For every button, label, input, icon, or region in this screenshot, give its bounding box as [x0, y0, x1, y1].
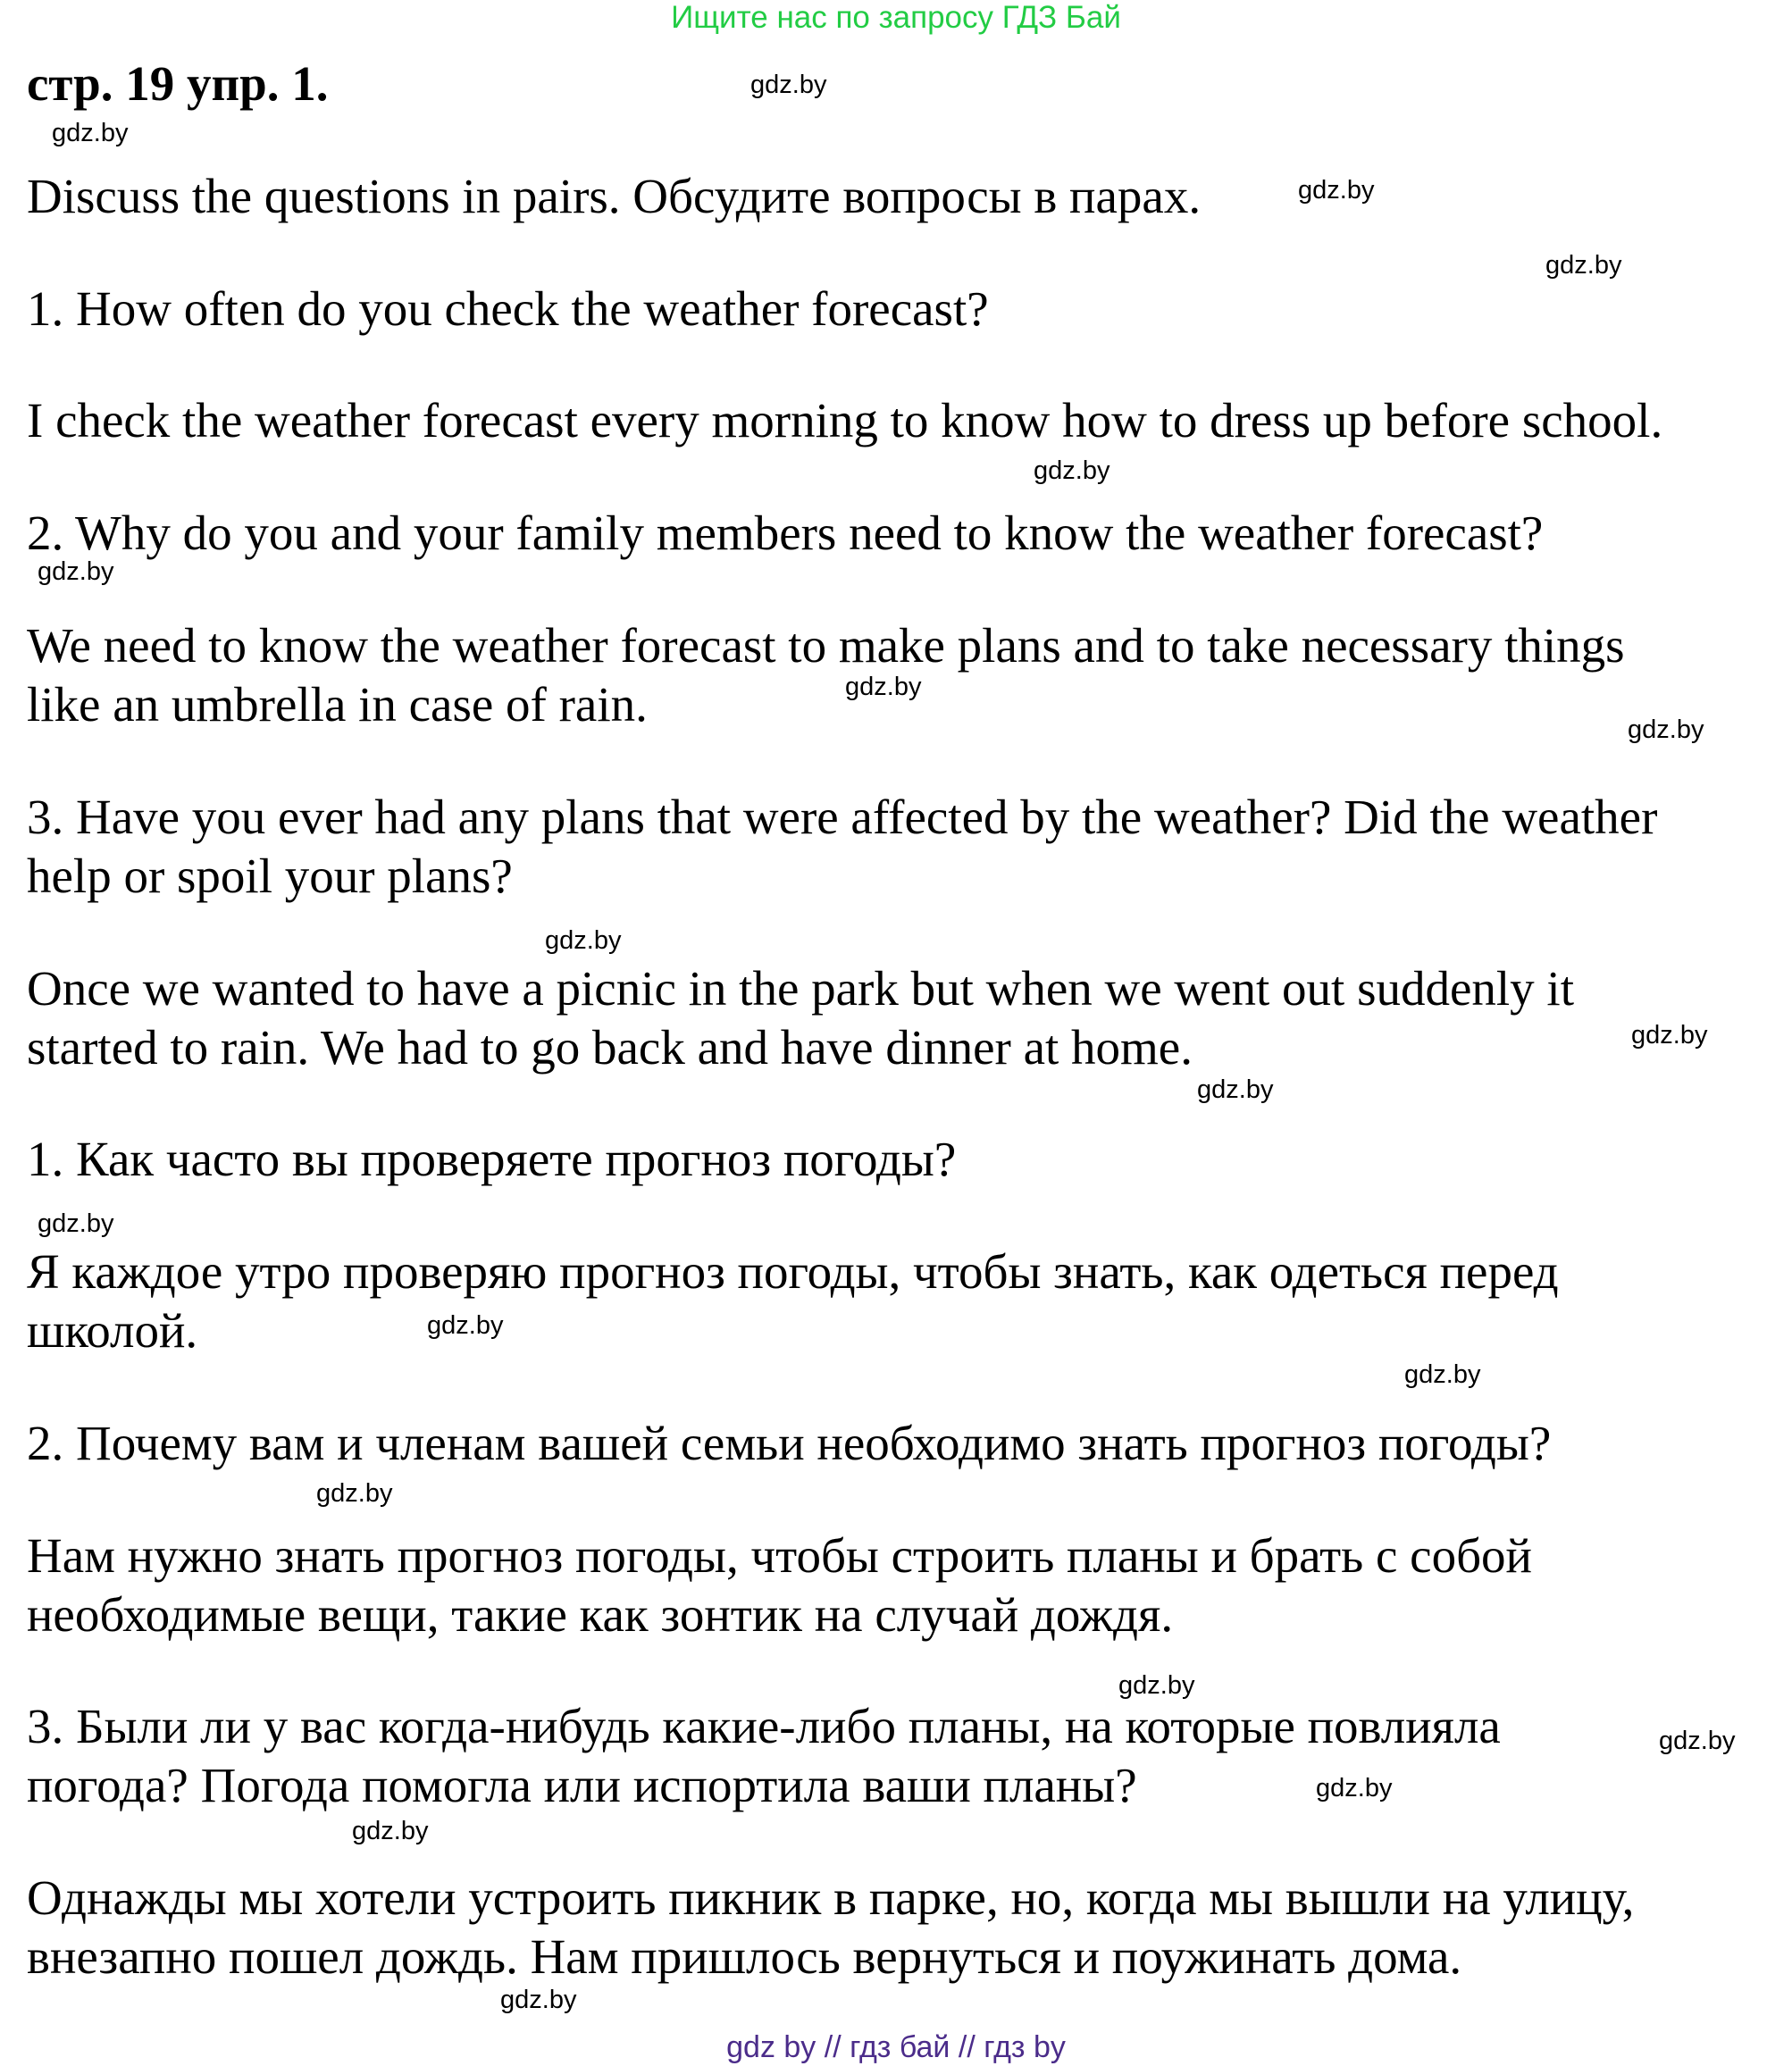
- watermark: gdz.by: [1298, 176, 1375, 205]
- watermark: gdz.by: [1631, 1021, 1708, 1050]
- watermark: gdz.by: [316, 1479, 393, 1508]
- answer-line: Я каждое утро проверяю прогноз погоды, чтобы знать, как одеться перед: [27, 1244, 1559, 1299]
- watermark: gdz.by: [1118, 1671, 1195, 1700]
- watermark: gdz.by: [500, 1986, 577, 2014]
- answer-line: внезапно пошел дождь. Нам пришлось вернуться и поужинать дома.: [27, 1929, 1462, 1984]
- watermark: gdz.by: [1628, 715, 1704, 744]
- watermark: gdz.by: [1316, 1774, 1393, 1803]
- question-line: погода? Погода помогла или испортила ваши планы?: [27, 1758, 1137, 1812]
- answer-line: I check the weather forecast every morning to know how to dress up before school.: [27, 393, 1663, 447]
- instruction-line: Discuss the questions in pairs. Обсудите вопросы в парах.: [27, 169, 1202, 223]
- answer-line: Once we wanted to have a picnic in the park but when we went out suddenly it: [27, 961, 1574, 1016]
- footer-links: gdz by // гдз бай // гдз by: [726, 2030, 1066, 2064]
- watermark: gdz.by: [750, 71, 827, 99]
- watermark: gdz.by: [1659, 1727, 1736, 1755]
- top-banner: Ищите нас по запросу ГДЗ Бай: [671, 0, 1121, 35]
- watermark: gdz.by: [38, 557, 114, 586]
- question-line: 1. Как часто вы проверяете прогноз погоды?: [27, 1132, 957, 1186]
- watermark: gdz.by: [1545, 251, 1622, 280]
- answer-line: started to rain. We had to go back and have dinner at home.: [27, 1020, 1193, 1075]
- question-line: 3. Были ли у вас когда-нибудь какие-либо планы, на которые повлияла: [27, 1699, 1501, 1753]
- watermark: gdz.by: [427, 1311, 504, 1340]
- answer-line: школой.: [27, 1303, 198, 1358]
- question-line: 2. Почему вам и членам вашей семьи необходимо знать прогноз погоды?: [27, 1416, 1552, 1470]
- question-line: 3. Have you ever had any plans that were affected by the weather? Did the weather: [27, 790, 1658, 844]
- answer-line: We need to know the weather forecast to make plans and to take necessary things: [27, 618, 1625, 673]
- page-heading: стр. 19 упр. 1.: [27, 56, 329, 111]
- question-line: 2. Why do you and your family members need to know the weather forecast?: [27, 506, 1544, 560]
- question-line: 1. How often do you check the weather forecast?: [27, 281, 989, 336]
- answer-line: Нам нужно знать прогноз погоды, чтобы строить планы и брать с собой: [27, 1528, 1532, 1583]
- watermark: gdz.by: [38, 1209, 114, 1238]
- watermark: gdz.by: [352, 1817, 429, 1845]
- watermark: gdz.by: [1197, 1075, 1274, 1104]
- watermark: gdz.by: [545, 926, 622, 955]
- watermark: gdz.by: [52, 119, 129, 147]
- answer-line: Однажды мы хотели устроить пикник в парке, но, когда мы вышли на улицу,: [27, 1870, 1635, 1925]
- answer-line: необходимые вещи, такие как зонтик на случай дождя.: [27, 1587, 1174, 1642]
- watermark: gdz.by: [1404, 1360, 1481, 1389]
- watermark: gdz.by: [845, 673, 922, 701]
- watermark: gdz.by: [1034, 456, 1110, 485]
- answer-line: like an umbrella in case of rain.: [27, 677, 648, 732]
- question-line: help or spoil your plans?: [27, 849, 513, 903]
